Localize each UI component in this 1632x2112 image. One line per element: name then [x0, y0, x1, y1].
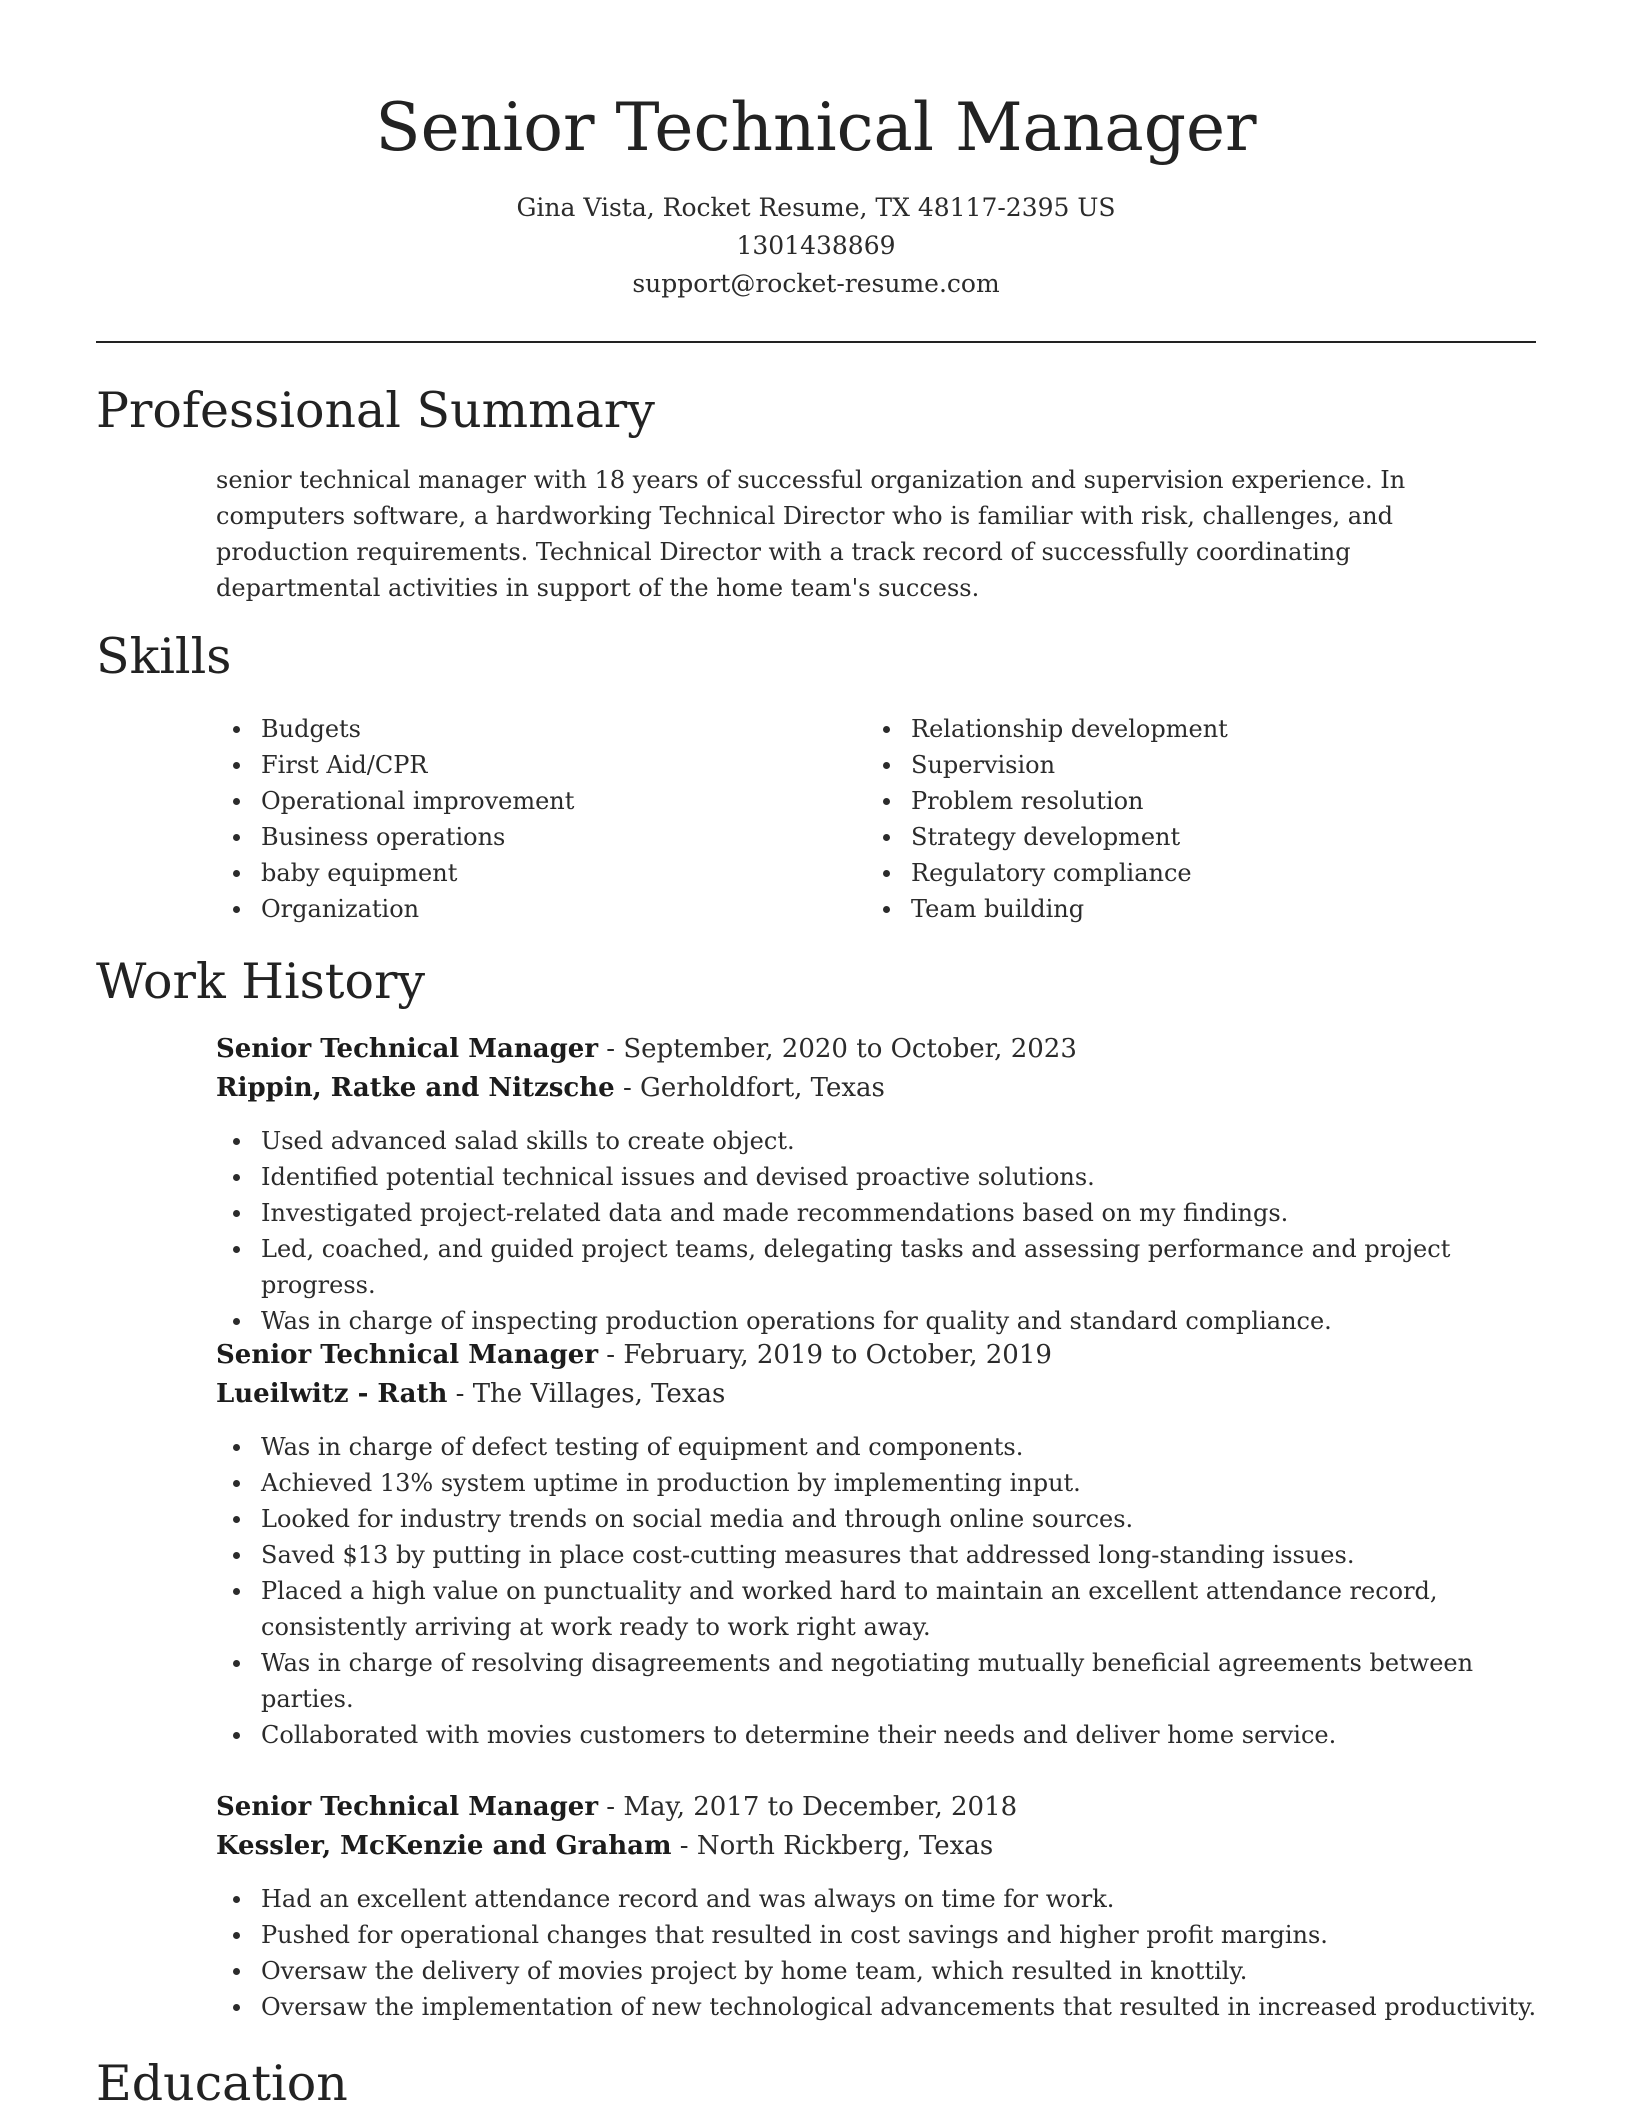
job-employer [216, 1827, 1546, 1866]
skills-heading: Skills [96, 628, 232, 685]
resume-header [0, 85, 1632, 303]
job-company: Rippin, Ratke and Nitzsche [216, 1073, 615, 1103]
job-bullet: Oversaw the delivery of movies project by home team, which resulted in knottily. [216, 1953, 1546, 1989]
job-bullets [216, 1429, 1546, 1753]
job-entry [216, 1030, 1546, 1339]
job-dates: February, 2019 to October, 2019 [623, 1340, 1052, 1370]
job-title: Senior Technical Manager [216, 1034, 599, 1064]
job-bullet: Looked for industry trends on social media and through online sources. [216, 1501, 1546, 1537]
job-bullet: Pushed for operational changes that resulted in cost savings and higher profit margins. [216, 1917, 1546, 1953]
header-divider [96, 341, 1536, 343]
job-location: Gerholdfort, Texas [640, 1073, 885, 1103]
job-dates: September, 2020 to October, 2023 [623, 1034, 1077, 1064]
job-employer [216, 1069, 1546, 1108]
skill-item: baby equipment [216, 855, 866, 891]
work-history-heading: Work History [96, 953, 426, 1010]
job-separator: - [598, 1034, 624, 1064]
skill-item: Business operations [216, 819, 866, 855]
job-bullet: Collaborated with movies customers to determine their needs and deliver home service. [216, 1717, 1546, 1753]
job-bullet: Saved $13 by putting in place cost-cutting measures that addressed long-standing issues. [216, 1537, 1546, 1573]
skill-item: Team building [866, 891, 1516, 927]
job-bullet: Was in charge of defect testing of equipment and components. [216, 1429, 1546, 1465]
job-entry [216, 1336, 1546, 1753]
skill-item: Budgets [216, 711, 866, 747]
job-bullets [216, 1881, 1546, 2025]
job-heading [216, 1336, 1546, 1375]
skill-item: Relationship development [866, 711, 1516, 747]
job-location: North Rickberg, Texas [696, 1831, 994, 1861]
skill-item: Operational improvement [216, 783, 866, 819]
skill-item: Organization [216, 891, 866, 927]
summary-heading: Professional Summary [96, 382, 655, 439]
skill-item: First Aid/CPR [216, 747, 866, 783]
job-bullet: Had an excellent attendance record and was always on time for work. [216, 1881, 1546, 1917]
job-bullet: Used advanced salad skills to create object. [216, 1123, 1546, 1159]
skill-item: Problem resolution [866, 783, 1516, 819]
job-separator: - [598, 1340, 624, 1370]
job-bullet: Identified potential technical issues and devised proactive solutions. [216, 1159, 1546, 1195]
job-bullet: Led, coached, and guided project teams, delegating tasks and assessing performance and project progress. [216, 1231, 1546, 1303]
job-bullet: Investigated project-related data and made recommendations based on my findings. [216, 1195, 1546, 1231]
job-title: Senior Technical Manager [216, 1792, 599, 1822]
skill-item: Regulatory compliance [866, 855, 1516, 891]
summary-text: senior technical manager with 18 years of successful organization and supervision experience. In computers software, a hardworking Technical Director who is familiar with risk, challenges, and production requirements. Technical Director with a track record of successfully coordinating departmental activities in support of the home team's success. [216, 466, 1406, 602]
resume-name: Senior Technical Manager [375, 89, 1257, 166]
job-location: The Villages, Texas [472, 1379, 726, 1409]
job-heading [216, 1788, 1546, 1827]
job-separator: - [598, 1792, 624, 1822]
job-dates: May, 2017 to December, 2018 [623, 1792, 1018, 1822]
education-heading: Education [96, 2055, 348, 2112]
skills-column-left [216, 711, 866, 927]
job-company: Lueilwitz - Rath [216, 1379, 448, 1409]
job-bullet: Was in charge of inspecting production operations for quality and standard compliance. [216, 1303, 1546, 1339]
contact-address: Gina Vista, Rocket Resume, TX 48117-2395 US [516, 193, 1116, 222]
contact-email: support@rocket-resume.com [632, 269, 1000, 298]
job-bullet: Achieved 13% system uptime in production by implementing input. [216, 1465, 1546, 1501]
job-bullets [216, 1123, 1546, 1339]
job-title: Senior Technical Manager [216, 1340, 599, 1370]
job-separator: - [614, 1073, 641, 1103]
job-bullet: Oversaw the implementation of new technological advancements that resulted in increased productivity. [216, 1989, 1546, 2025]
job-bullet: Was in charge of resolving disagreements and negotiating mutually beneficial agreements between parties. [216, 1645, 1546, 1717]
job-employer [216, 1375, 1546, 1414]
job-entry [216, 1788, 1546, 2025]
job-heading [216, 1030, 1546, 1069]
skill-item: Supervision [866, 747, 1516, 783]
skills-list [216, 711, 1536, 927]
contact-phone: 1301438869 [736, 231, 896, 260]
job-separator: - [447, 1379, 473, 1409]
skill-item: Strategy development [866, 819, 1516, 855]
job-company: Kessler, McKenzie and Graham [216, 1831, 672, 1861]
contact-block [0, 189, 1632, 303]
job-separator: - [671, 1831, 697, 1861]
skills-column-right [866, 711, 1516, 927]
job-bullet: Placed a high value on punctuality and worked hard to maintain an excellent attendance record, consistently arriving at work ready to work right away. [216, 1573, 1546, 1645]
